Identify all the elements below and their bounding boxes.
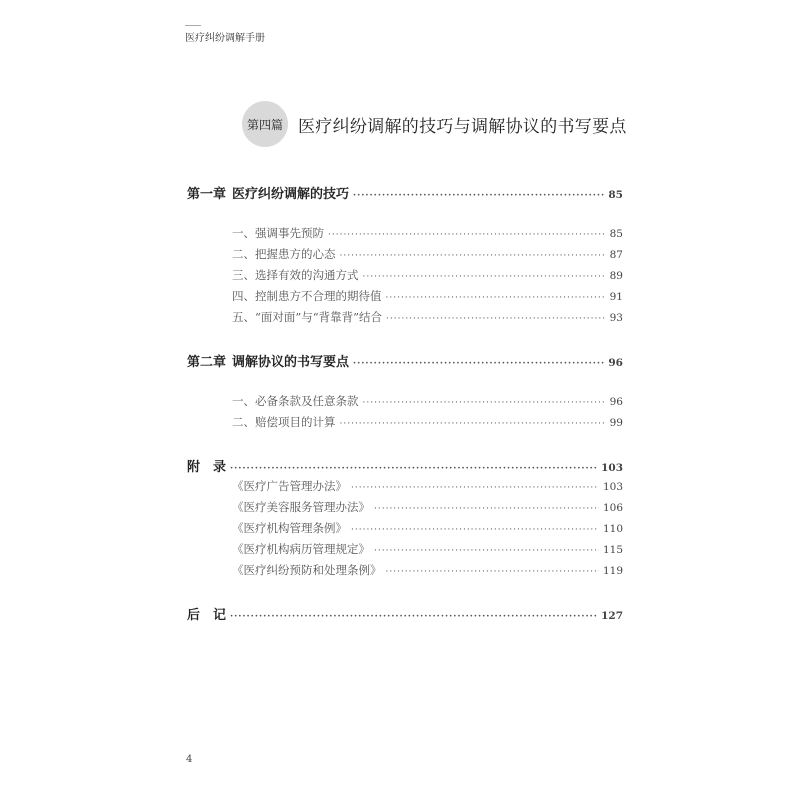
toc-item[interactable] <box>232 478 623 494</box>
page-ref: 106 <box>602 502 623 514</box>
leader-dots <box>340 419 606 429</box>
toc-item[interactable] <box>232 225 623 241</box>
page-ref: 85 <box>609 228 623 240</box>
toc-item[interactable] <box>232 499 623 515</box>
item-title: 《医疗机构管理条例》 <box>232 521 347 535</box>
toc-item[interactable] <box>232 414 623 430</box>
running-header: 医疗纠纷调解手册 <box>185 33 265 44</box>
item-title: 四、控制患方不合理的期待值 <box>232 289 382 303</box>
leader-dots <box>351 483 599 493</box>
toc-chapter-1[interactable] <box>187 183 623 202</box>
toc-item[interactable] <box>232 541 623 557</box>
toc-afterword[interactable] <box>187 604 623 623</box>
toc-chapter-2[interactable] <box>187 351 623 370</box>
toc-item[interactable] <box>232 393 623 409</box>
chapter-number: 第一章 <box>187 187 227 202</box>
leader-dots <box>353 191 604 201</box>
leader-dots <box>340 251 606 261</box>
leader-dots <box>386 567 599 577</box>
page-ref: 115 <box>602 544 623 556</box>
part-label: 第四篇 <box>247 118 284 132</box>
page-ref: 87 <box>609 249 623 261</box>
item-title: 《医疗机构病历管理规定》 <box>232 542 370 556</box>
chapter-title: 调解协议的书写要点 <box>232 355 350 370</box>
afterword-title: 后 记 <box>187 608 227 623</box>
item-title: 三、选择有效的沟通方式 <box>232 268 359 282</box>
toc-item[interactable] <box>232 246 623 262</box>
page-ref: 119 <box>602 565 623 577</box>
page-ref: 103 <box>602 481 623 493</box>
page-ref: 85 <box>608 189 623 201</box>
page-ref: 91 <box>609 291 623 303</box>
page-ref: 127 <box>601 610 623 622</box>
leader-dots <box>351 525 599 535</box>
part-title: 医疗纠纷调解的技巧与调解协议的书写要点 <box>298 117 627 137</box>
item-title: 《医疗美容服务管理办法》 <box>232 500 370 514</box>
leader-dots <box>328 230 606 240</box>
item-title: 五、“面对面”与“背靠背”结合 <box>232 310 383 324</box>
page-ref: 96 <box>608 357 623 369</box>
page-ref: 93 <box>609 312 623 324</box>
page-ref: 103 <box>601 462 623 474</box>
toc-item[interactable] <box>232 309 623 325</box>
leader-dots <box>374 546 599 556</box>
leader-dots <box>386 314 606 324</box>
leader-dots <box>353 359 604 369</box>
chapter-title: 医疗纠纷调解的技巧 <box>232 187 350 202</box>
toc-item[interactable] <box>232 520 623 536</box>
appendix-title: 附 录 <box>187 460 227 475</box>
chapter-number: 第二章 <box>187 355 227 370</box>
leader-dots <box>230 612 597 622</box>
toc-item[interactable] <box>232 288 623 304</box>
toc-appendix[interactable] <box>187 456 623 475</box>
item-title: 一、必备条款及任意条款 <box>232 394 359 408</box>
item-title: 二、把握患方的心态 <box>232 247 336 261</box>
leader-dots <box>386 293 606 303</box>
item-title: 《医疗纠纷预防和处理条例》 <box>232 563 382 577</box>
toc-item[interactable] <box>232 267 623 283</box>
item-title: 《医疗广告管理办法》 <box>232 479 347 493</box>
page-ref: 110 <box>602 523 623 535</box>
item-title: 二、赔偿项目的计算 <box>232 415 336 429</box>
leader-dots <box>230 464 597 474</box>
page-number: 4 <box>186 754 193 765</box>
leader-dots <box>363 272 606 282</box>
leader-dots <box>374 504 599 514</box>
page-ref: 96 <box>609 396 623 408</box>
toc-item[interactable] <box>232 562 623 578</box>
leader-dots <box>363 398 606 408</box>
page-ref: 89 <box>609 270 623 282</box>
page-ref: 99 <box>609 417 623 429</box>
item-title: 一、强调事先预防 <box>232 226 324 240</box>
